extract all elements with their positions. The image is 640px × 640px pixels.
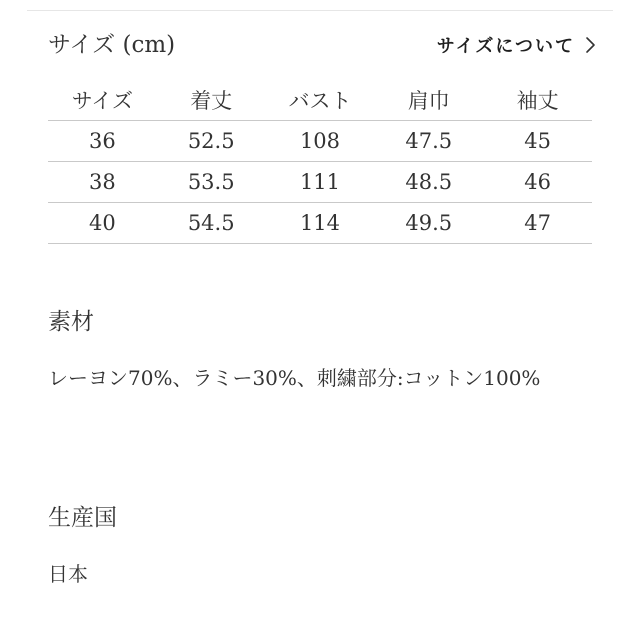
table-cell: 54.5 — [187, 211, 235, 235]
table-header-row — [48, 80, 592, 121]
origin-text: 日本 — [48, 562, 88, 586]
table-header-cell: 肩巾 — [407, 89, 450, 113]
table-header-cell: バスト — [288, 89, 352, 113]
table-cell: 114 — [299, 211, 341, 235]
size-guide-link-label: サイズについて — [436, 36, 575, 57]
table-cell: 45 — [524, 129, 551, 153]
table-cell: 52.5 — [187, 129, 235, 153]
table-header-cell: 袖丈 — [516, 89, 559, 113]
size-header — [48, 28, 596, 62]
table-header-cell: サイズ — [71, 89, 134, 113]
material-heading: 素材 — [48, 309, 94, 335]
table-header-cell: 着丈 — [190, 89, 233, 113]
table-row — [48, 203, 592, 244]
top-divider — [27, 10, 613, 11]
table-row — [48, 121, 592, 162]
table-cell: 40 — [89, 211, 116, 235]
table-cell: 38 — [89, 170, 116, 194]
table-cell: 36 — [89, 129, 116, 153]
table-cell: 53.5 — [187, 170, 235, 194]
table-cell: 46 — [524, 170, 551, 194]
table-cell: 111 — [299, 170, 341, 194]
material-text: レーヨン70%、ラミー30%、刺繍部分:コットン100% — [48, 366, 541, 390]
table-row — [48, 162, 592, 203]
table-cell: 47 — [524, 211, 551, 235]
size-section-title: サイズ (cm) — [48, 32, 176, 58]
size-table — [48, 80, 592, 244]
origin-heading: 生産国 — [48, 505, 117, 531]
table-cell: 48.5 — [405, 170, 453, 194]
chevron-right-icon — [585, 36, 596, 54]
table-cell: 47.5 — [405, 129, 453, 153]
size-guide-link[interactable] — [437, 28, 596, 62]
table-cell: 49.5 — [405, 211, 453, 235]
table-cell: 108 — [299, 129, 341, 153]
